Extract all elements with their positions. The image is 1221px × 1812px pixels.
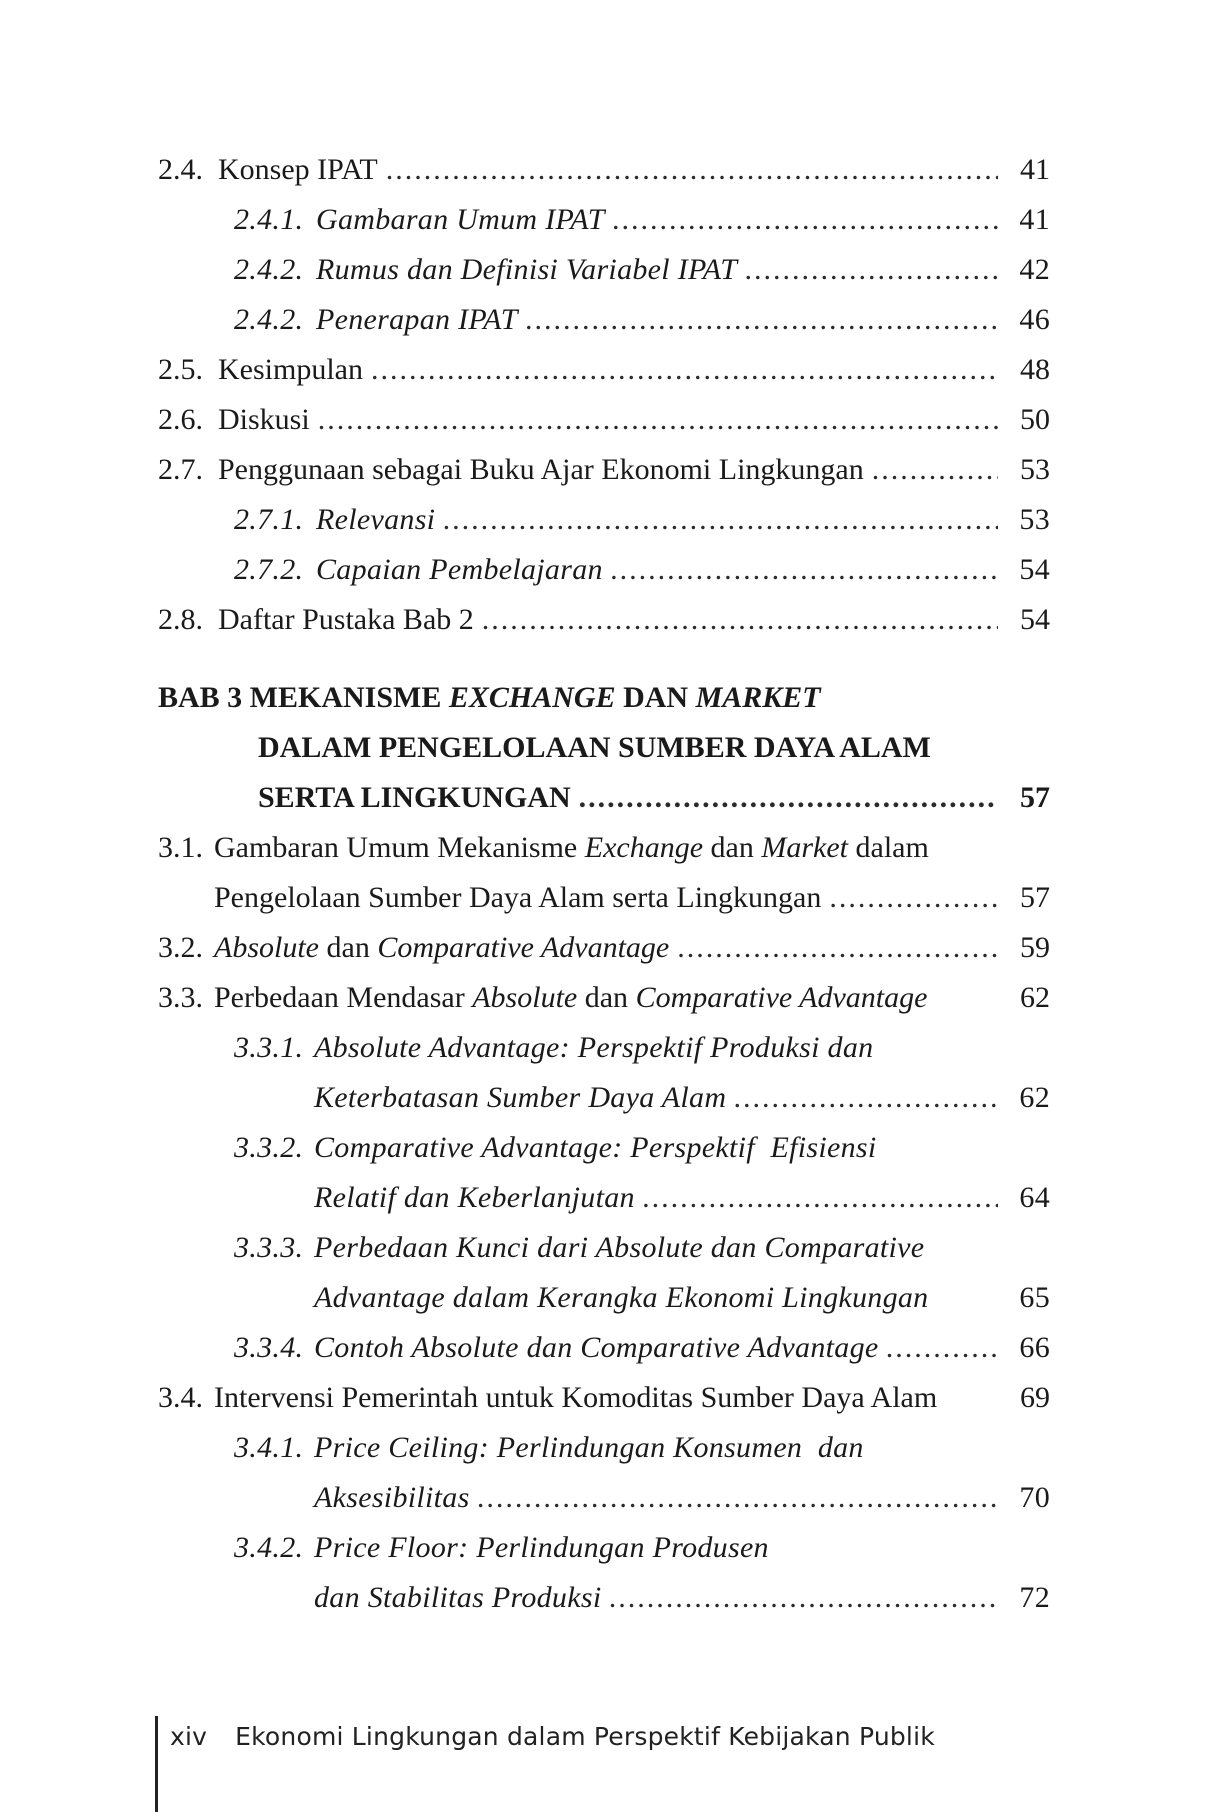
entry-term: Absolute [214,931,319,964]
toc-entry-2-5[interactable] [158,350,1050,390]
entry-label: Advantage dalam Kerangka Ekonomi Lingkungan [314,1281,929,1314]
dot-leader [734,1078,998,1118]
entry-label: Relevansi [316,503,436,536]
dot-leader [526,300,998,340]
toc-entry-3-3-3[interactable] [234,1228,1050,1268]
entry-page: 62 [1019,1081,1050,1114]
toc-entry-3-4-1[interactable] [234,1428,1050,1468]
toc-entry-2-4-1[interactable] [234,200,1050,240]
toc-entry-3-3-1[interactable] [234,1028,1050,1068]
entry-page: 57 [1020,781,1050,814]
entry-page: 54 [1020,603,1050,636]
dot-leader [478,1478,998,1518]
entry-number: 3.1. [158,831,203,864]
entry-number: 3.4. [158,1381,203,1414]
dot-leader [579,778,998,818]
chapter-prefix: BAB 3 MEKANISME [158,681,442,714]
entry-number: 2.7. [158,453,203,486]
entry-label: Gambaran Umum Mekanisme [214,831,578,864]
page-footer [170,1722,935,1751]
chapter-3-heading-line-2 [258,728,1050,768]
book-title: Ekonomi Lingkungan dalam Perspektif Kebijakan Publik [235,1722,935,1751]
entry-page: 42 [1019,253,1050,286]
dot-leader [887,1328,999,1368]
entry-page: 70 [1019,1481,1050,1514]
entry-label: Price Floor: Perlindungan Produsen [314,1531,769,1564]
entry-label: Intervensi Pemerintah untuk Komoditas Sumber Daya Alam [214,1381,938,1414]
entry-page: 59 [1020,931,1050,964]
entry-page: 53 [1019,503,1050,536]
entry-label: Konsep IPAT [218,153,378,186]
entry-label: Contoh Absolute dan Comparative Advantage [314,1331,879,1364]
entry-label: Perbedaan Mendasar [214,981,465,1014]
entry-number: 3.2. [158,931,203,964]
entry-label: Penggunaan sebagai Buku Ajar Ekonomi Lingkungan [218,453,864,486]
chapter-title-line: SERTA LINGKUNGAN [258,781,571,814]
toc-entry-3-3-4[interactable] [234,1328,1050,1368]
entry-label: Penerapan IPAT [316,303,518,336]
entry-page: 65 [1019,1281,1050,1314]
entry-label: Perbedaan Kunci dari Absolute dan Comparative [314,1231,925,1264]
entry-label-tail: dalam [855,831,929,864]
toc-entry-3-2[interactable] [158,928,1050,968]
entry-page: 53 [1020,453,1050,486]
page-number: xiv [170,1722,208,1751]
entry-number: 2.4. [158,153,203,186]
chapter-3-heading-line-3[interactable] [258,778,1050,818]
entry-conjunction: dan [584,981,629,1014]
chapter-term-exchange: EXCHANGE [448,681,616,714]
dot-leader [829,878,998,918]
entry-number: 2.6. [158,403,203,436]
entry-term: Market [761,831,848,864]
toc-entry-3-4-2[interactable] [234,1528,1050,1568]
entry-term: Absolute [472,981,578,1014]
dot-leader [386,150,998,190]
entry-label: dan Stabilitas Produksi [314,1581,602,1614]
chapter-conjunction: DAN [623,681,689,714]
toc-entry-3-4[interactable] [158,1378,1050,1418]
entry-page: 46 [1019,303,1050,336]
entry-page: 50 [1020,403,1050,436]
entry-page: 48 [1020,353,1050,386]
entry-label: Keterbatasan Sumber Daya Alam [314,1081,727,1114]
entry-label: Pengelolaan Sumber Daya Alam serta Lingkungan [214,881,822,914]
entry-label: Rumus dan Definisi Variabel IPAT [316,253,738,286]
entry-page: 64 [1019,1181,1050,1214]
entry-page: 57 [1020,881,1050,914]
entry-page: 62 [1020,981,1050,1014]
entry-label: Comparative Advantage: Perspektif Efisiensi [314,1131,877,1164]
entry-number: 3.3.4. [234,1331,304,1364]
entry-label: Aksesibilitas [314,1481,470,1514]
toc-entry-3-3-1-continued[interactable] [314,1078,1050,1118]
dot-leader [443,500,998,540]
entry-label: Price Ceiling: Perlindungan Konsumen dan [314,1431,864,1464]
toc-entry-2-8[interactable] [158,600,1050,640]
entry-number: 2.8. [158,603,203,636]
entry-number: 3.4.1. [234,1431,304,1464]
dot-leader [745,250,998,290]
entry-number: 3.3. [158,981,203,1014]
dot-leader [611,550,998,590]
toc-entry-2-7-2[interactable] [234,550,1050,590]
chapter-title-line: DALAM PENGELOLAAN SUMBER DAYA ALAM [258,731,931,764]
entry-conjunction: dan [326,931,370,964]
dot-leader [609,1578,998,1618]
entry-number: 2.7.1. [234,503,304,536]
dot-leader [872,450,998,490]
chapter-term-market: MARKET [695,681,821,714]
entry-number: 2.5. [158,353,203,386]
entry-term: Exchange [584,831,704,864]
entry-number: 3.3.2. [234,1131,304,1164]
entry-label: Absolute Advantage: Perspektif Produksi dan [314,1031,874,1064]
entry-label: Gambaran Umum IPAT [316,203,605,236]
toc-entry-3-1-continued[interactable] [214,878,1050,918]
entry-page: 72 [1019,1581,1050,1614]
entry-number: 3.4.2. [234,1531,304,1564]
entry-conjunction: dan [710,831,754,864]
entry-page: 41 [1020,153,1050,186]
dot-leader [677,928,998,968]
entry-page: 69 [1020,1381,1050,1414]
entry-term: Comparative Advantage [377,931,670,964]
dot-leader [371,350,998,390]
toc-entry-2-4[interactable] [158,150,1050,190]
entry-number: 2.4.2. [234,303,304,336]
dot-leader [643,1178,998,1218]
toc-entry-3-3-2[interactable] [234,1128,1050,1168]
toc-entry-3-1[interactable] [158,828,1050,868]
chapter-3-heading-line-1[interactable] [158,678,1050,718]
toc-entry-2-4-2[interactable] [234,250,1050,290]
entry-number: 3.3.3. [234,1231,304,1264]
entry-number: 2.4.1. [234,203,304,236]
toc-entry-2-4-2-penerapan[interactable] [234,300,1050,340]
toc-entry-3-4-1-continued[interactable] [314,1478,1050,1518]
toc-entry-3-3-3-continued[interactable] [314,1278,1050,1318]
toc-entry-3-3-2-continued[interactable] [314,1178,1050,1218]
entry-page: 41 [1019,203,1050,236]
entry-number: 3.3.1. [234,1031,304,1064]
entry-label: Relatif dan Keberlanjutan [314,1181,635,1214]
dot-leader [482,600,998,640]
entry-term: Comparative Advantage [635,981,928,1014]
toc-entry-3-4-2-continued[interactable] [314,1578,1050,1618]
dot-leader [613,200,998,240]
entry-label: Kesimpulan [218,353,363,386]
entry-page: 66 [1019,1331,1050,1364]
toc-entry-2-7[interactable] [158,450,1050,490]
footer-rule [155,1716,158,1812]
entry-label: Diskusi [218,403,310,436]
entry-label: Capaian Pembelajaran [316,553,603,586]
dot-leader [318,400,998,440]
entry-page: 54 [1019,553,1050,586]
entry-label: Daftar Pustaka Bab 2 [218,603,474,636]
toc-entry-3-3[interactable] [158,978,1050,1018]
toc-entry-2-6[interactable] [158,400,1050,440]
entry-number: 2.4.2. [234,253,304,286]
toc-entry-2-7-1[interactable] [234,500,1050,540]
entry-number: 2.7.2. [234,553,304,586]
